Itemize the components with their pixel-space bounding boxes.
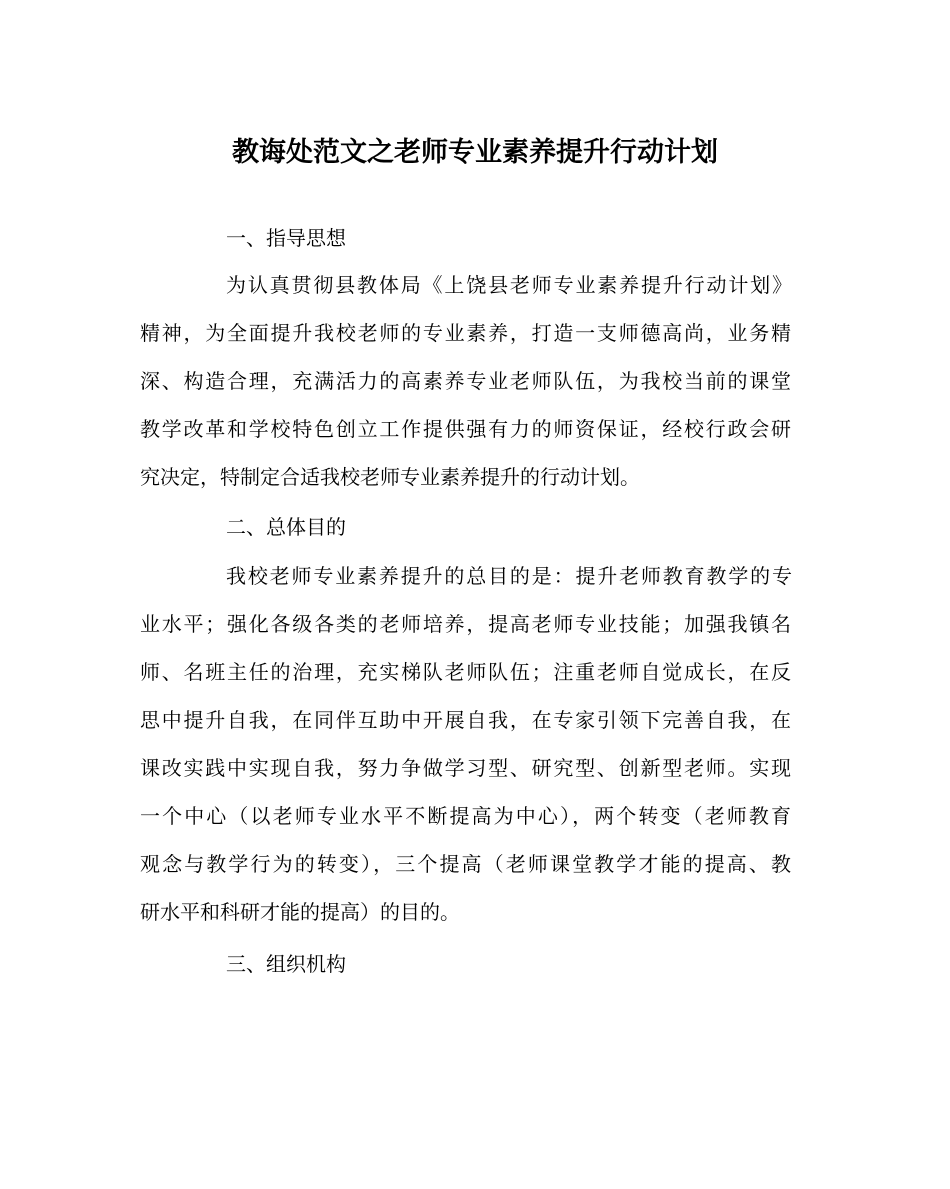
paragraph-line: 为认真贯彻县教体局《上饶县老师专业素养提升行动计划》	[226, 273, 792, 297]
paragraph-line: 一个中心（以老师专业水平不断提高为中心），两个转变（老师教育	[140, 804, 791, 828]
paragraph-line: 教学改革和学校特色创立工作提供强有力的师资保证，经校行政会研	[140, 417, 791, 441]
paragraph-line: 师、名班主任的治理，充实梯队老师队伍；注重老师自觉成长，在反	[140, 660, 791, 684]
paragraph-line: 精神，为全面提升我校老师的专业素养，打造一支师德高尚，业务精	[140, 321, 791, 345]
section-heading-overall-goal: 二、总体目的	[226, 515, 346, 539]
document-title: 教诲处范文之老师专业素养提升行动计划	[232, 137, 718, 168]
paragraph-line: 思中提升自我，在同伴互助中开展自我，在专家引领下完善自我，在	[140, 708, 791, 732]
paragraph-line: 业水平；强化各级各类的老师培养，提高老师专业技能；加强我镇名	[140, 612, 791, 636]
paragraph-line: 课改实践中实现自我，努力争做学习型、研究型、创新型老师。实现	[140, 756, 791, 780]
paragraph-line: 研水平和科研才能的提高）的目的。	[140, 900, 460, 924]
paragraph-line: 深、构造合理，充满活力的高素养专业老师队伍，为我校当前的课堂	[140, 369, 791, 393]
section-heading-organization: 三、组织机构	[226, 952, 346, 976]
paragraph-line: 观念与教学行为的转变），三个提高（老师课堂教学才能的提高、教	[140, 852, 791, 876]
section-heading-guiding-ideology: 一、指导思想	[226, 226, 346, 250]
paragraph-line: 究决定，特制定合适我校老师专业素养提升的行动计划。	[140, 465, 640, 489]
paragraph-line: 我校老师专业素养提升的总目的是：提升老师教育教学的专	[226, 564, 792, 588]
